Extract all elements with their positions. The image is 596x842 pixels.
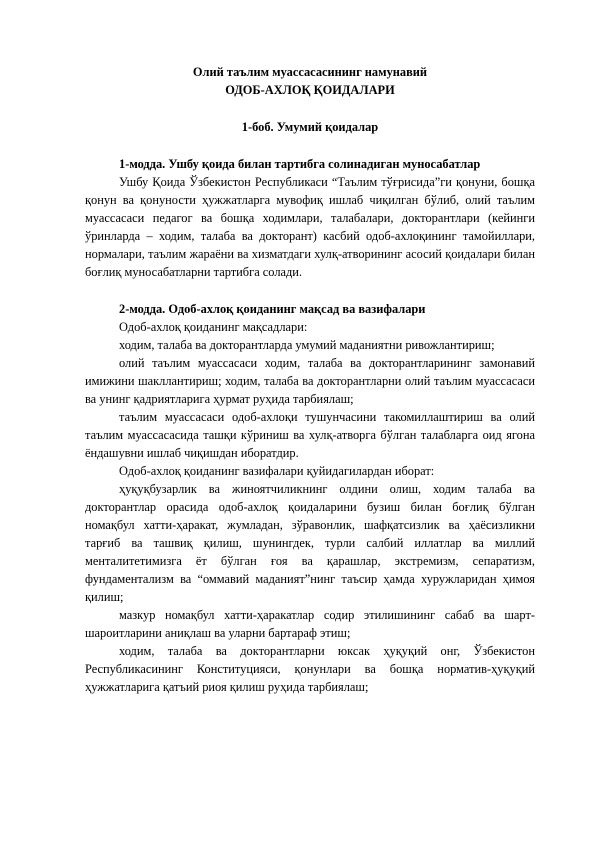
article-paragraph: таълим муассасаси одоб-ахлоқи тушунчасини такомиллаштириш ва олий таълим муассасасида ташқи кўриниш ва хулқ-атворга бўлган талабларга оид ягона ёндашувни ишлаб чиқишдан иборатдир. bbox=[85, 410, 535, 460]
article-paragraph: Ушбу Қоида Ўзбекистон Республикаси “Таълим тўғрисида”ги қонуни, бошқа қонун ва қонуности ҳужжатларга мувофиқ ишлаб чиқилган бўлиб, олий таълим муассасаси педагог ва бошқа ходимлари, талабалари, докторантлари (кейинги ўринларда – ходим, талаба ва докторант) касбий одоб-ахлоқининг тамойиллари, нормалари, таълим жараёни ва хизматдаги хулқ-атворининг асосий қоидалари билан боғлиқ муносабатларни тартибга солади. bbox=[85, 175, 535, 279]
article-paragraph: ҳуқуқбузарлик ва жиноятчиликнинг олдини олиш, ходим талаба ва докторантлар орасида одоб-ахлоқ қоидаларини бузиш билан боғлиқ бўлган номақбул хатти-ҳаракат, жумладан, зўравонлик, шафқатсизлик ва ҳаёсизликни тарғиб ва ташвиқ қилиш, шунингдек, турли салбий иллатлар ва миллий менталитетимизга ёт бўлган ғоя ва қарашлар, экстремизм, сепаратизм, фундаментализм ва “оммавий маданият”нинг таъсир ҳамда хуружларидан ҳимоя қилиш; bbox=[85, 482, 535, 604]
document-title-line-1: Олий таълим муассасасининг намунавий bbox=[192, 65, 428, 79]
document-title-line-2: ОДОБ-АХЛОҚ ҚОИДАЛАРИ bbox=[225, 83, 395, 97]
article-paragraph: ходим, талаба ва докторантларда умумий маданиятни ривожлантириш; bbox=[119, 338, 495, 352]
article-paragraph: олий таълим муассасаси ходим, талаба ва докторантларининг замонавий имижини шакллантириш; ходим, талаба ва докторантларни олий таълим муассасаси ва унинг қадриятларига ҳурмат руҳида тарбиялаш; bbox=[85, 356, 535, 406]
article-heading: 2-модда. Одоб-ахлоқ қоиданинг мақсад ва вазифалари bbox=[119, 302, 426, 316]
article-2 bbox=[85, 300, 535, 696]
article-paragraph: Одоб-ахлоқ қоиданинг мақсадлари: bbox=[119, 320, 308, 334]
article-paragraph: Одоб-ахлоқ қоиданинг вазифалари қуйидагилардан иборат: bbox=[119, 464, 435, 478]
article-paragraph: ходим, талаба ва докторантларни юксак ҳуқуқий онг, Ўзбекистон Республикасининг Конституцияси, қонунлари ва бошқа норматив-ҳуқуқий ҳужжатларига қатъий риоя қилиш руҳида тарбиялаш; bbox=[85, 644, 535, 694]
article-paragraph: мазкур номақбул хатти-ҳаракатлар содир этилишининг сабаб ва шарт-шароитларини аниқлаш ва уларни бартараф этиш; bbox=[85, 608, 535, 640]
article-heading: 1-модда. Ушбу қоида билан тартибга солинадиган муносабатлар bbox=[119, 157, 481, 171]
chapter-heading: 1-боб. Умумий қоидалар bbox=[241, 120, 379, 134]
article-1 bbox=[85, 155, 535, 281]
